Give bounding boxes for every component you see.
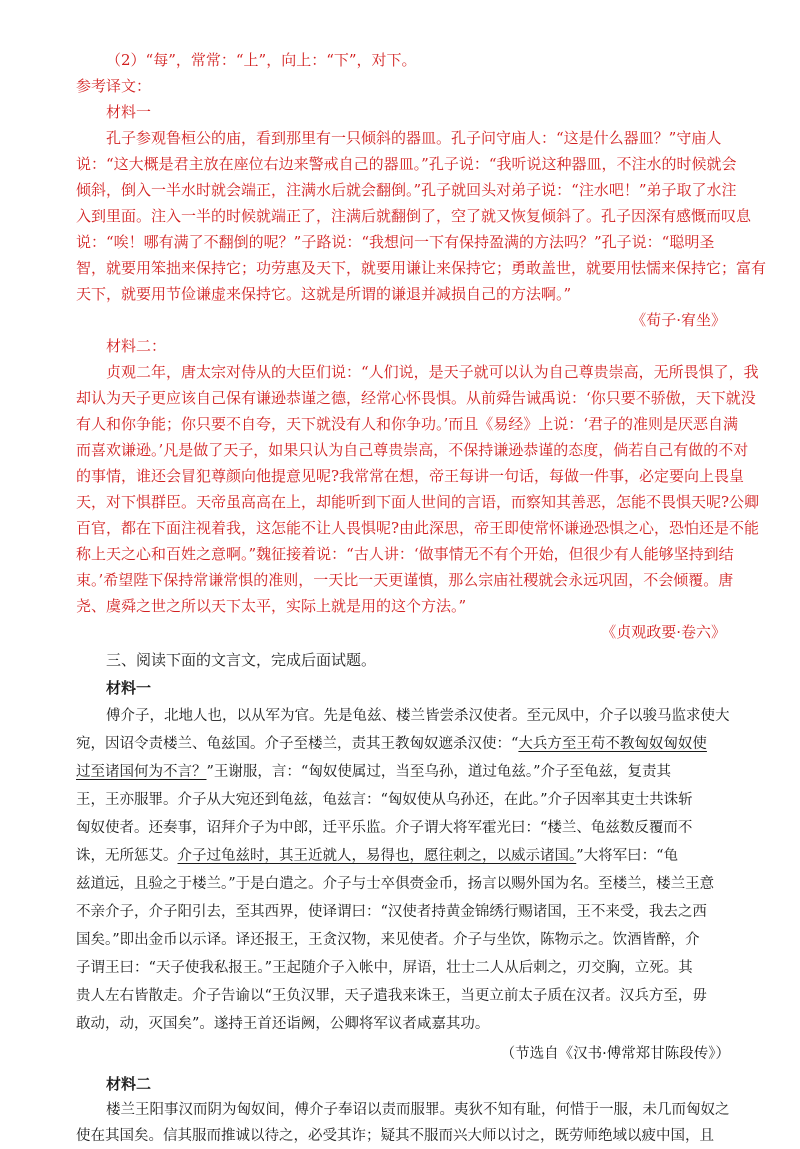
paragraph-line: 匈奴使者。还奏事，诏拜介子为中郎，迁平乐监。介子谓大将军霍光曰：“楼兰、龟兹数反覆而不 [76,820,693,836]
underlined-sentence: 大兵方至王苟不教匈奴匈奴使 [518,736,707,752]
underlined-sentence: 过至诸国何为不言？ [76,764,207,780]
paragraph-line: 过至诸国何为不言？”王谢服，言：“匈奴使属过，当至乌孙，道过龟兹。”介子至龟兹，复责其 [76,764,671,780]
paragraph-line: 倾斜，倒入一半水时就会端正，注满水后就会翻倒。”孔子就回头对弟子说：“注水吧！”弟子取了水注 [76,181,737,199]
paragraph-line: 说：“这大概是君主放在座位右边来警戒自己的器皿。”孔子说：“我听说这种器皿，不注水的时候就会 [76,155,737,173]
paragraph-line: 有人和你争能；你只要不自夸，天下就没有人和你争功。’而且《易经》上说：‘君子的准则是厌恶自满 [76,415,739,433]
paragraph-line: 不亲介子，介子阳引去，至其西界，使译谓曰：“汉使者持黄金锦绣行赐诸国，王不来受，我去之西 [76,904,707,920]
paragraph-line: 国矣。”即出金币以示译。译还报王，王贪汉物，来见使者。介子与坐饮，陈物示之。饮酒皆醉，介 [76,932,700,948]
paragraph-line: 却认为天子更应该自己保有谦逊恭谨之德，经常心怀畏惧。从前舜告诫禹说：‘你只要不骄傲，天下就没 [76,389,756,407]
paragraph-line: 天，对下惧群臣。天帝虽高高在上，却能听到下面人世间的言语，而察知其善恶，怎能不畏惧天呢?公卿 [76,493,760,511]
underlined-sentence: 介子过龟兹时，其王近就人，易得也，愿往刺之，以威示诸国。 [177,848,577,864]
paragraph-line: 称上天之心和百姓之意啊。”魏征接着说：“古人讲：‘做事情无不有个开始，但很少有人能够坚持到结 [76,545,734,563]
paragraph-line: 而喜欢谦逊。’凡是做了天子，如果只认为自己尊贵崇高，不保持谦逊恭谨的态度，倘若自己有做的不对 [76,441,749,459]
paragraph-line: 尧、虞舜之世之所以天下太平，实际上就是用的这个方法。” [76,597,467,615]
source-citation: 《荀子·宥坐》 [631,311,726,329]
paragraph-line: 诛，无所惩艾。介子过龟兹时，其王近就人，易得也，愿往刺之，以威示诸国。”大将军曰：“龟 [76,848,679,864]
paragraph-line: 百官，都在下面注视着我，这怎能不让人畏惧呢?由此深思，帝王即使常怀谦逊恐惧之心，恐怕还是不能 [76,519,760,537]
paragraph-line: 入到里面。注入一半的时候就端正了，注满后就翻倒了，空了就又恢复倾斜了。孔子因深有感慨而叹息 [76,207,752,225]
paragraph-line: 子谓王曰：“天子使我私报王。”王起随介子入帐中，屏语，壮士二人从后刺之，刃交胸，立死。其 [76,960,693,976]
material-two-label: 材料二： [106,337,167,355]
source-citation: 《贞观政要·卷六》 [601,623,726,641]
paragraph-line: 兹道远，且验之于楼兰。”于是白遣之。介子与士卒俱赍金币，扬言以赐外国为名。至楼兰，楼兰王意 [76,876,715,892]
paragraph-line: 宛，因诏令责楼兰、龟兹国。介子至楼兰，责其王教匈奴遮杀汉使：“大兵方至王苟不教匈奴匈奴使 [76,736,707,752]
paragraph-line: 孔子参观鲁桓公的庙，看到那里有一只倾斜的器皿。孔子问守庙人：“这是什么器皿？”守庙人 [106,129,722,147]
paragraph-line: 的事情，谁还会冒犯尊颜向他提意见呢?我常常在想，帝王每讲一句话，每做一件事，必定要向上畏皇 [76,467,745,485]
paragraph-line: 楼兰王阳事汉而阴为匈奴间，傅介子奉诏以责而服罪。夷狄不知有耻，何惜于一服，未几而匈奴之 [106,1102,730,1118]
reference-translation-label: 参考译文： [76,77,152,95]
material-two-label: 材料二 [106,1075,152,1093]
paragraph-line: 贞观二年，唐太宗对侍从的大臣们说：“人们说，是天子就可以认为自己尊贵崇高，无所畏惧了，我 [106,363,759,381]
paragraph-line: 束。’希望陛下保持常谦常惧的准则，一天比一天更谨慎，那么宗庙社稷就会永远巩固，不会倾覆。唐 [76,571,734,589]
paragraph-line: 使在其国矣。信其服而推诚以待之，必受其诈；疑其不服而兴大师以讨之，既劳师绝域以疲中国，且 [76,1128,714,1144]
paragraph-line: 敢动，动，灭国矣”。遂持王首还诣阙，公卿将军议者咸嘉其功。 [76,1016,490,1032]
paragraph-line: 天下，就要用节俭谦虚来保持它。这就是所谓的谦退并减损自己的方法啊。” [76,285,572,303]
paragraph-line: 王，王亦服罪。介子从大宛还到龟兹，龟兹言：“匈奴使从乌孙还，在此。”介子因率其吏士共诛斩 [76,792,693,808]
source-citation: （节选自《汉书·傅常郑甘陈段传》） [500,1046,730,1062]
paragraph-line: 说：“唉！哪有满了不翻倒的呢？”子路说：“我想问一下有保持盈满的方法吗？”孔子说：“聪明圣 [76,233,715,251]
paragraph-line: 贵人左右皆散走。介子告谕以“王负汉罪，天子遣我来诛王，当更立前太子质在汉者。汉兵方至，毋 [76,988,707,1004]
paragraph-line: 智，就要用笨拙来保持它；功劳惠及天下，就要用谦让来保持它；勇敢盖世，就要用怯懦来保持它；富有 [76,259,767,277]
annotation-note: （2）“每”，常常：“上”，向上：“下”，对下。 [106,51,417,69]
paragraph-line: 傅介子，北地人也，以从军为官。先是龟兹、楼兰皆尝杀汉使者。至元凤中，介子以骏马监求使大 [106,708,730,724]
material-one-label: 材料一 [106,679,152,697]
section-heading: 三、阅读下面的文言文，完成后面试题。 [106,651,377,669]
material-one-label: 材料一 [106,103,152,121]
